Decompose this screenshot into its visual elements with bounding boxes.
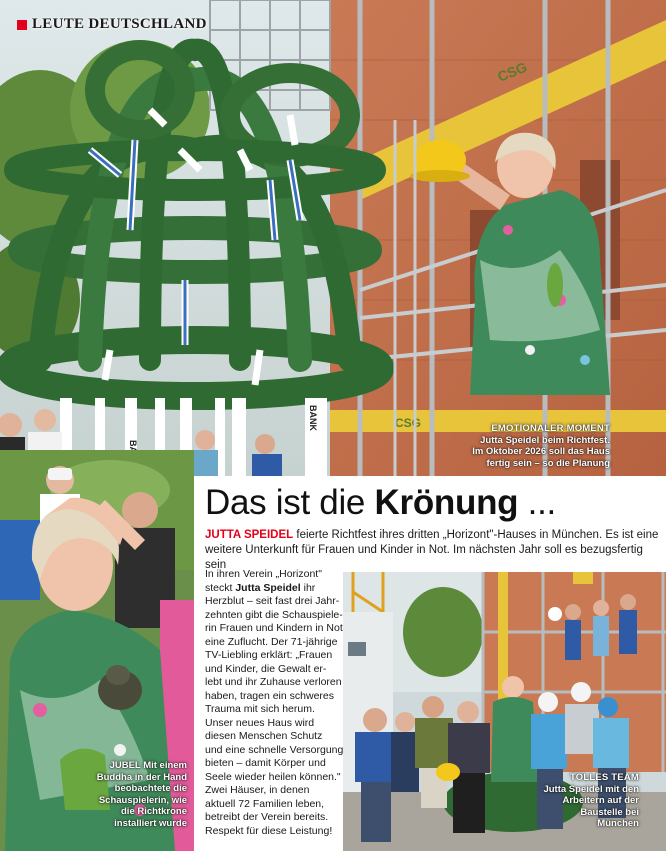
body-line-text: zehnten gibt die Schauspiele- <box>205 608 343 621</box>
section-header <box>17 16 207 33</box>
body-line-text: Unser neues Haus wird <box>205 716 315 729</box>
body-line <box>205 825 345 839</box>
body-line <box>205 649 345 663</box>
body-line <box>205 757 345 771</box>
banner-text-2: BANK <box>308 405 318 431</box>
body-lines <box>205 568 345 838</box>
lead-name: JUTTA SPEIDEL <box>205 529 294 541</box>
body-line <box>205 609 345 623</box>
body-line <box>205 744 345 758</box>
body-line-text: Herzblut – seit fast drei Jahr- <box>205 595 340 607</box>
body-line-text: und eine schnelle Versorgung <box>205 743 344 756</box>
body-line-text: und Kinder, die Gewalt er- <box>205 662 327 675</box>
body-line <box>205 690 345 704</box>
section-label: LEUTE DEUTSCHLAND <box>32 16 207 32</box>
left-caption-text: Mit einem Buddha in der Hand beobachtete die Schauspielerin, wie die Richtkrone installiert wurde <box>96 760 187 829</box>
body-line <box>205 784 345 798</box>
left-caption-title: JUBEL <box>109 760 141 771</box>
body-line-text: haben, tragen ein schweres <box>205 689 334 702</box>
body-line-text: steckt <box>205 581 236 594</box>
body-line-text: Seele wieder heilen können." <box>205 770 341 783</box>
body-line-text: bieten – damit Körper und <box>205 757 326 769</box>
body-line-text: betreibt der Verein bereits. <box>205 811 329 823</box>
body-line <box>205 717 345 731</box>
body-line <box>205 582 345 596</box>
body-line-text: In ihren Verein „Horizont" <box>205 568 322 580</box>
body-line-text: eine Zuflucht. Der 71-jährige <box>205 635 338 648</box>
body-line <box>205 703 345 717</box>
headline-suffix: ... <box>518 483 556 522</box>
scaffold-sign-lower: CSG <box>395 416 422 430</box>
section-marker <box>17 20 27 30</box>
body-line-bold: Jutta Speidel <box>235 581 301 594</box>
body-line <box>205 730 345 744</box>
body-line-text: ihr <box>300 581 316 594</box>
body-line <box>205 595 345 609</box>
left-photo <box>0 450 194 851</box>
body-line <box>205 811 345 825</box>
right-photo <box>343 572 666 851</box>
article-body <box>205 568 345 838</box>
lead-paragraph <box>205 528 660 573</box>
body-line-text: TV-Liebling erklärt: „Frauen <box>205 649 333 661</box>
scaffold-sign: CSG <box>495 58 530 85</box>
left-photo-caption <box>85 760 187 829</box>
body-line-text: Respekt für diese Leistung! <box>205 824 333 837</box>
right-photo-caption <box>543 772 639 830</box>
main-caption-text: Jutta Speidel beim Richtfest. Im Oktober 2026 soll das Haus fertig sein – so die Planung <box>472 434 610 469</box>
body-line <box>205 636 345 650</box>
right-caption-text: Jutta Speidel mit den Arbeitern auf der Baustelle bei München <box>543 783 639 829</box>
body-line-text: aktuell 72 Familien leben, <box>205 797 325 810</box>
body-line <box>205 663 345 677</box>
body-line <box>205 622 345 636</box>
body-line <box>205 676 345 690</box>
body-line-text: diesen Menschen Schutz <box>205 730 323 742</box>
body-line-text: Trauma mit sich herum. <box>205 703 315 715</box>
body-line-text: rin Frauen und Kindern in Not <box>205 622 343 634</box>
headline <box>205 478 660 524</box>
right-caption-title: TOLLES TEAM <box>569 772 639 783</box>
main-caption-title: EMOTIONALER MOMENT <box>491 423 610 434</box>
body-line <box>205 771 345 785</box>
lead-text: feierte Richtfest ihres dritten „Horizont"-Hauses in München. Es ist eine weitere Unterkunft für Frauen und Kinder in Not. Im nächsten Jahr soll es bezugsfertig sein <box>205 529 659 571</box>
body-line <box>205 568 345 582</box>
body-line-text: lebt und ihr Zuhause verloren <box>205 676 342 688</box>
main-photo-caption <box>470 423 610 469</box>
body-line <box>205 798 345 812</box>
headline-prefix: Das ist die <box>205 483 375 522</box>
body-line-text: Zwei Häuser, in denen <box>205 784 310 796</box>
headline-bold: Krönung <box>374 483 519 522</box>
